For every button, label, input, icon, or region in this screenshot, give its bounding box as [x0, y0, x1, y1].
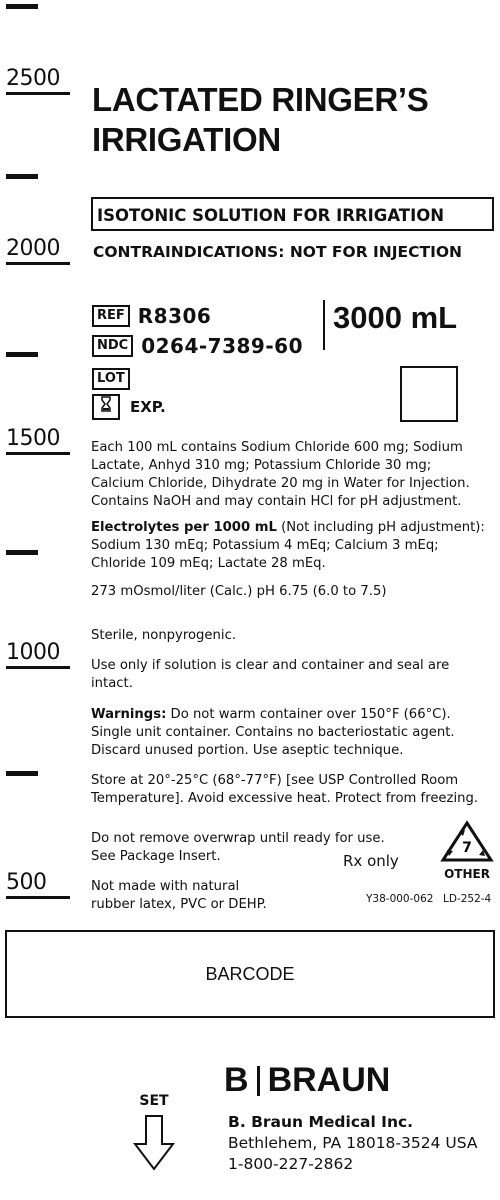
lot-tag: LOT: [92, 368, 130, 390]
graduation-line: [6, 452, 70, 455]
graduation-tick: [6, 771, 38, 776]
electrolytes-paragraph: [91, 519, 486, 573]
sterile-statement: Sterile, nonpyrogenic.: [91, 628, 237, 643]
graduation-tick: [6, 174, 38, 179]
graduation-label-1500: 1500: [6, 426, 60, 451]
ndc-row: [92, 334, 303, 358]
graduation-label-2000: 2000: [6, 236, 60, 261]
set-label: SET: [139, 1093, 169, 1109]
brand-logo: [224, 1061, 390, 1100]
graduation-line: [6, 666, 70, 669]
ndc-value: 0264-7389-60: [141, 334, 303, 358]
rx-only: Rx only: [343, 852, 399, 870]
lot-row: [92, 367, 130, 390]
graduation-tick: [6, 4, 38, 9]
composition-paragraph: Each 100 mL contains Sodium Chloride 600 mg; Sodium Lactate, Anhyd 310 mg; Potassium Chloride 30 mg; Calcium Chloride, Dihydrate 20 mg in Water for Injection. Contains NaOH and may contain HCl for pH adjustment.: [91, 440, 470, 509]
electrolytes-text: (Not including pH adjustment): Sodium 130 mEq; Potassium 4 mEq; Calcium 3 mEq; Chloride 109 mEq; Lactate 28 mEq.: [91, 520, 485, 571]
exp-label: EXP.: [130, 398, 166, 416]
graduation-label-2500: 2500: [6, 66, 60, 91]
product-title-line2: IRRIGATION: [92, 121, 281, 158]
graduation-line: [6, 896, 70, 899]
use-only-statement: Use only if solution is clear and container and seal are intact.: [91, 658, 450, 691]
warnings-paragraph: [91, 706, 486, 760]
warnings-text: Do not warm container over 150°F (66°C). Single unit container. Contains no bacteriostatic agent. Discard unused portion. Use aseptic technique.: [91, 707, 455, 758]
contraindications: CONTRAINDICATIONS: NOT FOR INJECTION: [93, 243, 462, 261]
storage-statement: Store at 20°-25°C (68°-77°F) [see USP Controlled Room Temperature]. Avoid excessive heat. Protect from freezing.: [91, 773, 479, 806]
down-arrow-icon: [132, 1114, 176, 1176]
overwrap-statement: Do not remove overwrap until ready for use.: [91, 831, 385, 846]
graduation-label-1000: 1000: [6, 640, 60, 665]
product-title-line1: LACTATED RINGER’S: [92, 81, 429, 118]
ref-row: [92, 304, 211, 328]
ndc-tag: NDC: [92, 335, 133, 357]
latex-statement: Not made with natural rubber latex, PVC or DEHP.: [91, 879, 267, 912]
osmolarity: 273 mOsmol/liter (Calc.) pH 6.75 (6.0 to 7.5): [91, 584, 387, 599]
manufacturer-name: B. Braun Medical Inc.: [228, 1113, 414, 1131]
logo-right: BRAUN: [267, 1061, 391, 1099]
package-insert-statement: See Package Insert.: [91, 849, 221, 864]
recycle-number: 7: [462, 840, 472, 856]
barcode-placeholder: BARCODE: [5, 930, 495, 1018]
label-code-2: LD-252-4: [443, 893, 492, 905]
label-code-1: Y38-000-062: [366, 893, 434, 905]
electrolytes-heading: Electrolytes per 1000 mL: [91, 520, 277, 535]
ref-tag: REF: [92, 305, 130, 327]
manufacturer-address: Bethlehem, PA 18018-3524 USA: [228, 1134, 478, 1152]
manufacturer-phone: 1-800-227-2862: [228, 1155, 354, 1173]
hourglass-icon: [92, 394, 120, 420]
recycle-icon: [439, 820, 495, 864]
logo-left: B: [224, 1061, 249, 1099]
manufacturer-info: [228, 1112, 477, 1175]
graduation-line: [6, 262, 70, 265]
blank-box: [400, 366, 458, 422]
volume-divider: [323, 300, 325, 350]
warnings-heading: Warnings:: [91, 707, 167, 722]
recycle-symbol: [439, 820, 495, 880]
graduation-line: [6, 92, 70, 95]
volume: 3000 mL: [333, 300, 458, 335]
product-subtitle: ISOTONIC SOLUTION FOR IRRIGATION: [91, 197, 494, 231]
logo-divider: [257, 1066, 260, 1096]
exp-row: [92, 394, 166, 420]
ref-value: R8306: [137, 304, 212, 328]
recycle-label: OTHER: [444, 867, 490, 881]
graduation-tick: [6, 550, 38, 555]
graduation-label-500: 500: [6, 870, 47, 895]
graduation-tick: [6, 352, 38, 357]
product-title: [92, 80, 497, 160]
